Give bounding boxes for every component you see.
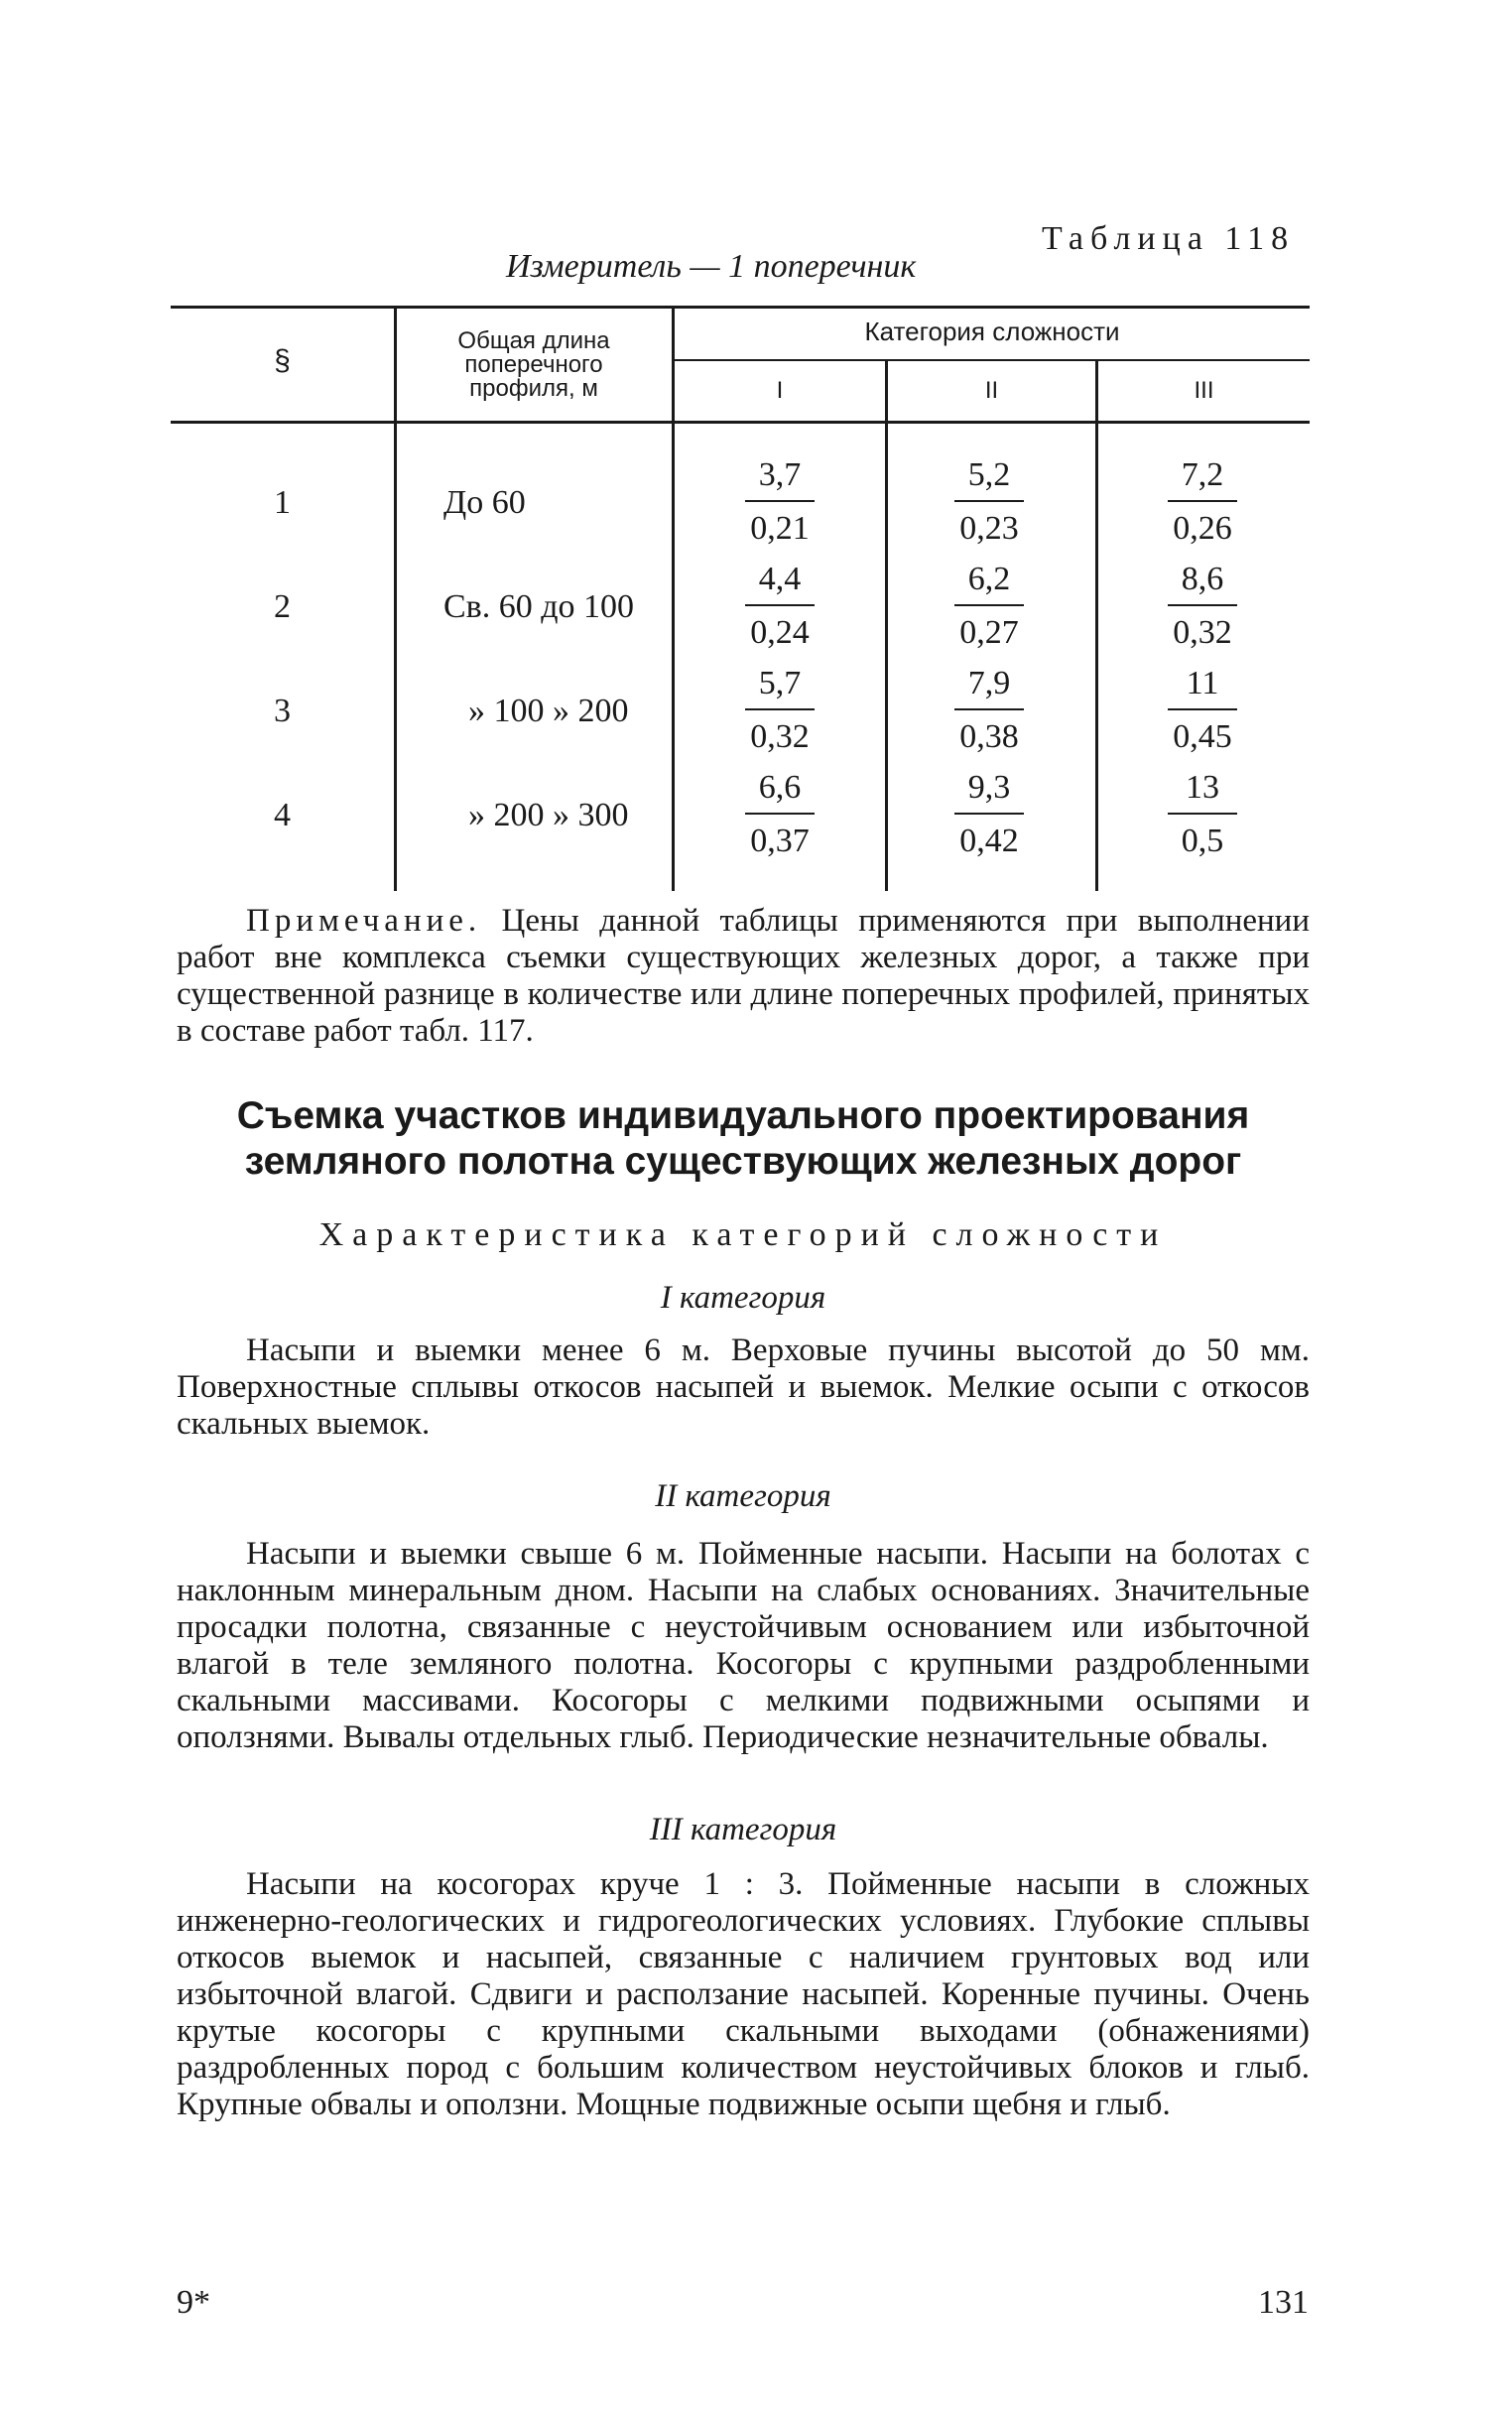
fraction-bar (954, 708, 1024, 710)
section-title (177, 1093, 1310, 1185)
fraction-bar (954, 604, 1024, 606)
price-value: 13 (1186, 769, 1219, 806)
price-value: 5,7 (758, 665, 802, 701)
category-heading: III категория (649, 1812, 837, 1847)
price-value: 0,32 (1173, 614, 1232, 651)
page-number: 131 (1258, 2284, 1309, 2321)
row-number: 4 (274, 797, 291, 833)
price-fraction (1138, 559, 1267, 654)
category-heading: II категория (655, 1478, 831, 1514)
fraction-bar (1168, 708, 1237, 710)
category-description: Насыпи и выемки свыше 6 м. Пойменные насыпи. Насыпи на болотах с наклонным минеральным дном. Насыпи на слабых основаниях. Значительные просадки полотна, связанные с неустойчивым основанием или избыточной влагой в теле земляного полотна. Косогоры с крупными раздробленными скальными массивами. Косогоры с мелкими подвижными осыпями и оползнями. Вывалы отдельных глыб. Периодические незначительные обвалы. (177, 1536, 1310, 1755)
price-value: 0,42 (959, 823, 1019, 859)
price-value: 7,2 (1181, 456, 1224, 493)
section-title-line: Съемка участков индивидуального проектирования (236, 1094, 1250, 1137)
header-length-line: Общая длина (457, 327, 610, 354)
price-fraction (715, 767, 844, 862)
price-fraction (1138, 454, 1267, 550)
price-value: 0,45 (1173, 718, 1232, 755)
price-value: 6,6 (758, 769, 802, 806)
column-divider (394, 306, 397, 891)
price-value: 8,6 (1181, 561, 1224, 597)
category-description: Насыпи и выемки менее 6 м. Верховые пучины высотой до 50 мм. Поверхностные сплывы откосов насыпей и выемок. Мелкие осыпи с откосов скальных выемок. (177, 1333, 1310, 1442)
header-category-ii: II (984, 377, 999, 404)
price-fraction (1138, 663, 1267, 758)
price-value: 11 (1186, 665, 1219, 701)
price-fraction (715, 454, 844, 550)
header-category-iii: III (1194, 377, 1214, 404)
price-value: 0,21 (750, 510, 810, 547)
row-length: » 100 » 200 (468, 693, 629, 729)
fraction-bar (1168, 604, 1237, 606)
column-divider (885, 361, 888, 891)
price-value: 0,23 (959, 510, 1019, 547)
category-heading: I категория (660, 1280, 826, 1316)
fraction-bar (954, 813, 1024, 815)
price-fraction (925, 454, 1054, 550)
row-number: 3 (274, 693, 291, 729)
fraction-bar (745, 813, 815, 815)
price-value: 0,26 (1173, 510, 1232, 547)
row-number: 1 (274, 484, 291, 521)
row-length: Св. 60 до 100 (443, 588, 635, 625)
price-value: 6,2 (967, 561, 1011, 597)
price-value: 0,38 (959, 718, 1019, 755)
price-fraction (925, 663, 1054, 758)
price-fraction (715, 559, 844, 654)
fraction-bar (745, 708, 815, 710)
price-value: 0,24 (750, 614, 810, 651)
note-text: Цены данной таблицы применяются при выполнении работ вне комплекса съемки существующих железных дорог, а также при существенной разнице в количестве или длине поперечных профилей, принятых в составе работ табл. 117. (177, 903, 1311, 1049)
table-top-rule (171, 306, 1310, 309)
row-length: » 200 » 300 (468, 797, 629, 833)
price-value: 0,32 (750, 718, 810, 755)
price-value: 0,37 (750, 823, 810, 859)
price-value: 3,7 (758, 456, 802, 493)
price-fraction (925, 559, 1054, 654)
header-length (399, 329, 669, 401)
category-header-rule (674, 359, 1310, 361)
price-fraction (925, 767, 1054, 862)
price-table (171, 306, 1310, 891)
price-value: 4,4 (758, 561, 802, 597)
fraction-bar (1168, 813, 1237, 815)
header-length-line: профиля, м (469, 375, 598, 402)
category-description: Насыпи на косогорах круче 1 : 3. Пойменные насыпи в сложных инженерно-геологических и гидрогеологических условиях. Глубокие сплывы откосов выемок и насыпей, связанные с наличием грунтовых вод или избыточной влагой. Сдвиги и расползание насыпей. Коренные пучины. Очень крутые косогоры с крупными скальными выходами (обнажениями) раздробленных пород с большим количеством неустойчивых блоков и глыб. Крупные обвалы и оползни. Мощные подвижные осыпи щебня и глыб. (177, 1866, 1310, 2122)
header-category: Категория сложности (864, 317, 1120, 346)
row-length: До 60 (443, 484, 526, 521)
column-divider (1095, 361, 1098, 891)
price-value: 0,27 (959, 614, 1019, 651)
row-number: 2 (274, 588, 291, 625)
fraction-bar (954, 500, 1024, 502)
note-label: Примечание. (246, 903, 482, 939)
header-category-i: I (776, 377, 784, 404)
header-section-symbol: § (274, 344, 291, 377)
price-value: 0,5 (1181, 823, 1224, 859)
section-subheading: Характеристика категорий сложности (318, 1216, 1168, 1253)
fraction-bar (745, 604, 815, 606)
section-title-line: земляного полотна существующих железных дорог (244, 1140, 1242, 1183)
fraction-bar (745, 500, 815, 502)
header-length-line: поперечного (464, 351, 603, 378)
price-fraction (1138, 767, 1267, 862)
price-fraction (715, 663, 844, 758)
fraction-bar (1168, 500, 1237, 502)
table-label: Таблица 118 (1042, 220, 1296, 257)
table-note (177, 903, 1310, 1050)
price-value: 7,9 (967, 665, 1011, 701)
signature-mark: 9* (177, 2284, 210, 2321)
price-value: 9,3 (967, 769, 1011, 806)
table-measure-unit: Измеритель — 1 поперечник (506, 248, 917, 285)
header-bottom-rule (171, 421, 1310, 424)
price-value: 5,2 (967, 456, 1011, 493)
